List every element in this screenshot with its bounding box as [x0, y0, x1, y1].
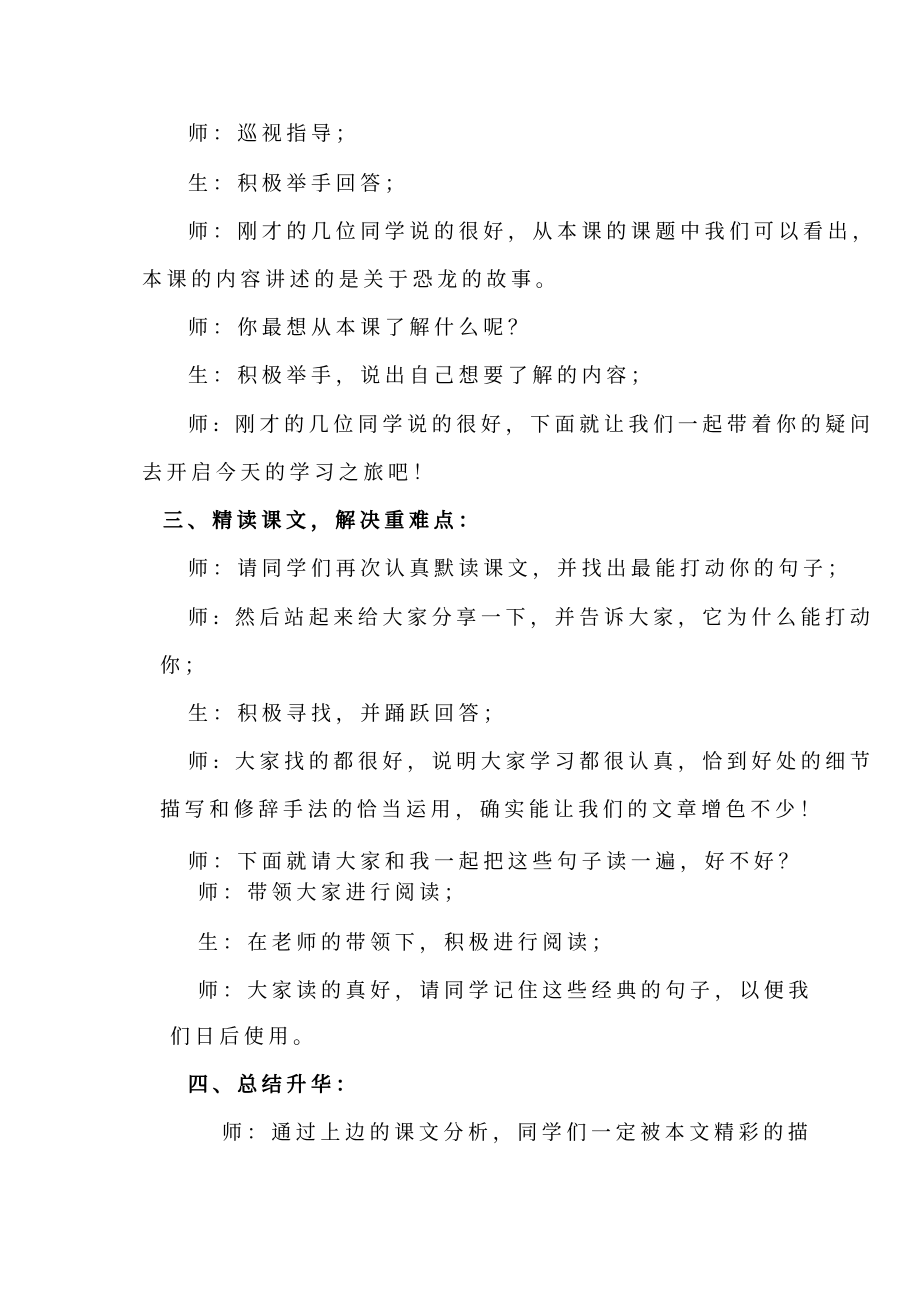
- text-line: 生：积极寻找，并踊跃回答；: [188, 701, 508, 725]
- text-line: 生：积极举手，说出自己想要了解的内容；: [188, 363, 656, 387]
- text-line: 师：大家读的真好，请同学记住这些经典的句子，以便我: [198, 978, 813, 1002]
- text-line: 师：巡视指导；: [188, 121, 361, 145]
- text-line: 师: 大家找的都很好，说明大家学习都很认真，恰到好处的细节: [188, 749, 875, 773]
- text-line: 本课的内容讲述的是关于恐龙的故事。: [142, 267, 561, 291]
- text-line: 师：刚才的几位同学说的很好，从本课的课题中我们可以看出，: [188, 219, 877, 243]
- text-line: 你；: [160, 653, 210, 677]
- text-line: 们日后使用。: [170, 1024, 318, 1048]
- section-heading: 四、总结升华：: [188, 1072, 361, 1096]
- section-heading: 三、精读课文，解决重难点：: [163, 508, 483, 532]
- text-line: 师: 然后站起来给大家分享一下，并告诉大家，它为什么能打动: [188, 605, 875, 629]
- text-line: 去开启今天的学习之旅吧！: [142, 460, 438, 484]
- text-line: 生：在老师的带领下，积极进行阅读；: [198, 930, 617, 954]
- text-line: 师：请同学们再次认真默读课文，并找出最能打动你的句子；: [188, 556, 853, 580]
- text-line: 师：带领大家进行阅读；: [198, 880, 469, 904]
- text-line: 师：下面就请大家和我一起把这些句子读一遍，好不好？: [188, 849, 803, 873]
- text-line: 描写和修辞手法的恰当运用，确实能让我们的文章增色不少！: [160, 797, 825, 821]
- text-line: 师: 刚才的几位同学说的很好，下面就让我们一起带着你的疑问: [188, 412, 875, 436]
- text-line: 师：通过上边的课文分析，同学们一定被本文精彩的描: [222, 1120, 813, 1144]
- text-line: 生：积极举手回答；: [188, 171, 410, 195]
- text-line: 师：你最想从本课了解什么呢？: [188, 315, 533, 339]
